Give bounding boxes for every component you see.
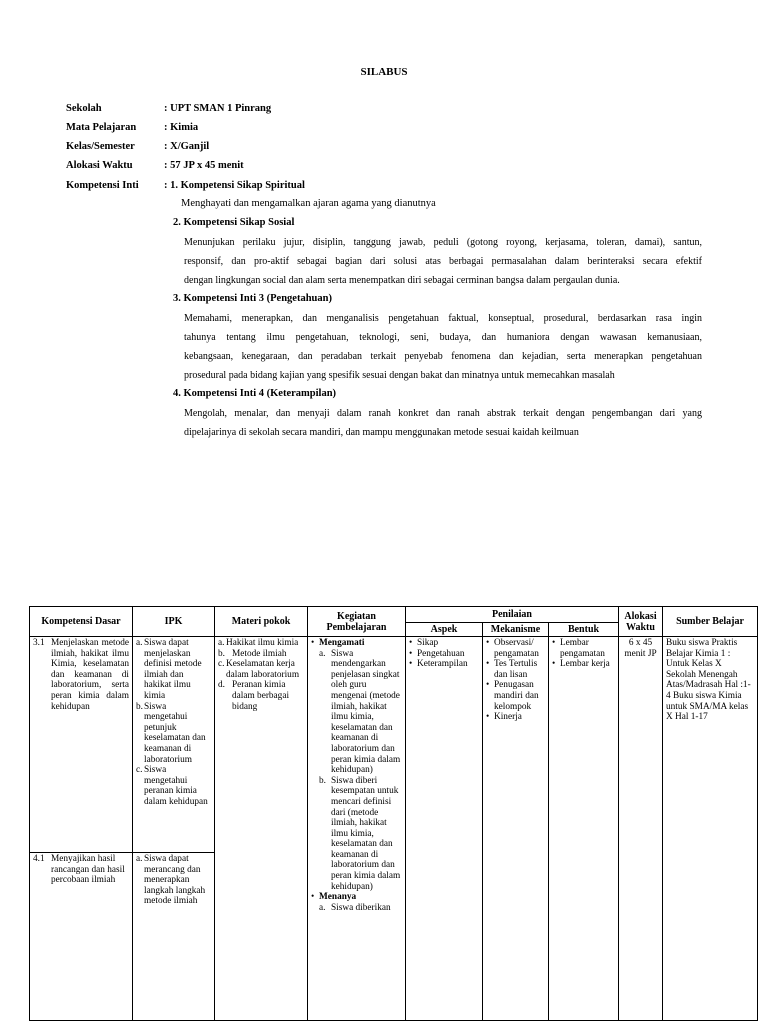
bullet-icon: • xyxy=(409,648,413,659)
ki4-heading: 4. Kompetensi Inti 4 (Keterampilan) xyxy=(173,388,337,399)
aspek-item: Sikap xyxy=(417,638,439,648)
info-value: : UPT SMAN 1 Pinrang xyxy=(164,103,272,114)
silabus-table xyxy=(29,606,758,1021)
bentuk-item: Lembar pengamatan xyxy=(560,638,605,659)
kegiatan-marker: b. xyxy=(319,775,326,786)
info-value: : Kimia xyxy=(164,122,199,133)
ki4-line: dipelajarinya di sekolah secara mandiri, dan mampu menggunakan metode sesuai kaidah keilmuan xyxy=(184,427,579,438)
bullet-icon: • xyxy=(409,638,413,648)
bullet-icon: • xyxy=(552,659,556,670)
bullet-icon: • xyxy=(311,892,315,903)
ki2-line: responsif, dan pro-aktif sebagai bagian dari solusi atas berbagai permasalahan dalam berinteraksi secara efektif xyxy=(184,256,702,267)
bullet-icon: • xyxy=(486,680,490,691)
materi-text: Peranan kimia dalam berbagai bidang xyxy=(232,680,290,712)
alokasi-cell: 6 x 45 menit JP xyxy=(619,637,663,1021)
materi-marker: c. xyxy=(218,659,225,670)
header-alokasi: Alokasi Waktu xyxy=(619,607,663,637)
header-kd: Kompetensi Dasar xyxy=(30,607,133,637)
bullet-icon: • xyxy=(486,712,490,723)
bullet-icon: • xyxy=(486,659,490,670)
kegiatan-content xyxy=(311,638,402,1016)
kegiatan-cell xyxy=(308,637,406,1021)
bentuk-item: Lembar kerja xyxy=(560,659,610,670)
header-sumber: Sumber Belajar xyxy=(663,607,758,637)
aspek-cell xyxy=(406,637,483,1021)
ipk-cell-2 xyxy=(133,853,215,1021)
ki3-paragraph xyxy=(184,309,702,385)
mekanisme-item: Penugasan mandiri dan kelompok xyxy=(494,680,539,712)
ki2-line: dengan lingkungan social dan alam serta menempatkan diri sebagai cerminan bangsa dalam pergaulan dunia. xyxy=(184,275,620,286)
header-ipk: IPK xyxy=(133,607,215,637)
sumber-cell: Buku siswa Praktis Belajar Kimia 1 : Untuk Kelas X Sekolah Menengah Atas/Madrasah Hal :1-4 Buku siswa Kimia untuk SMA/MA kelas X Hal 1-17 xyxy=(663,637,758,1021)
materi-marker: d. xyxy=(218,680,225,691)
mekanisme-item: Tes Tertulis dan lisan xyxy=(494,659,538,680)
ki2-paragraph xyxy=(184,233,702,290)
ki2-line: Menunjukan perilaku jujur, disiplin, tanggung jawab, peduli (gotong royong, kerjasama, toleran, damai), santun, xyxy=(184,237,702,248)
materi-text: Metode ilmiah xyxy=(232,648,287,659)
ipk-marker: a. xyxy=(136,638,143,648)
kegiatan-marker: a. xyxy=(319,648,326,659)
bullet-icon: • xyxy=(409,659,413,670)
kd-text: Menyajikan hasil rancangan dan hasil percobaan ilmiah xyxy=(51,854,125,886)
ipk-cell-1 xyxy=(133,637,215,853)
mekanisme-item: Kinerja xyxy=(494,712,522,723)
bentuk-cell xyxy=(549,637,619,1021)
header-aspek: Aspek xyxy=(406,623,483,637)
info-value: : 57 JP x 45 menit xyxy=(164,160,244,171)
ipk-text: Siswa dapat merancang dan menerapkan langkah langkah metode ilmiah xyxy=(144,854,206,907)
kegiatan-text: Siswa diberi kesempatan untuk mencari definisi dari (metode ilmiah, hakikat ilmu kimia, keselamatan dan keamanan di laboratorium dan peran kimia dalam kehidupan) xyxy=(331,775,401,892)
ipk-text: Siswa dapat menjelaskan definisi metode ilmiah dan hakikat ilmu kimia xyxy=(144,638,202,701)
materi-text: Hakikat ilmu kimia xyxy=(226,638,299,648)
ipk-text: Siswa mengetahui petunjuk keselamatan dan keamanan di laboratorium xyxy=(144,701,206,765)
ipk-marker: b. xyxy=(136,701,143,712)
header-kegiatan: Kegiatan Pembelajaran xyxy=(308,607,406,637)
ki4-paragraph xyxy=(184,404,702,442)
info-label: Kompetensi Inti xyxy=(66,180,139,191)
header-materi: Materi pokok xyxy=(215,607,308,637)
info-label: Sekolah xyxy=(66,103,102,114)
materi-marker: a. xyxy=(218,638,225,648)
bullet-icon: • xyxy=(311,638,315,648)
kegiatan-marker: a. xyxy=(319,902,326,913)
header-bentuk: Bentuk xyxy=(549,623,619,637)
ki3-heading: 3. Kompetensi Inti 3 (Pengetahuan) xyxy=(173,293,332,304)
info-label: Alokasi Waktu xyxy=(66,160,133,171)
kd-number: 3.1 xyxy=(33,638,45,648)
ki1-text: Menghayati dan mengamalkan ajaran agama yang dianutnya xyxy=(181,198,436,209)
header-mekanisme: Mekanisme xyxy=(483,623,549,637)
kegiatan-heading: Mengamati xyxy=(319,638,365,648)
kegiatan-heading: Menanya xyxy=(319,892,357,903)
info-label: Kelas/Semester xyxy=(66,141,135,152)
mekanisme-cell xyxy=(483,637,549,1021)
aspek-item: Pengetahuan xyxy=(417,648,465,659)
materi-marker: b. xyxy=(218,648,225,659)
kd-cell-1 xyxy=(30,637,133,853)
info-label: Mata Pelajaran xyxy=(66,122,137,133)
ki2-heading: 2. Kompetensi Sikap Sosial xyxy=(173,217,295,228)
ipk-marker: c. xyxy=(136,765,143,776)
ki4-line: Mengolah, menalar, dan menyaji dalam ranah konkret dan ranah abstrak terkait dengan pengembangan dari yang xyxy=(184,408,702,419)
materi-cell xyxy=(215,637,308,1021)
bullet-icon: • xyxy=(486,638,490,648)
kd-text: Menjelaskan metode ilmiah, hakikat ilmu Kimia, keselamatan dan keamanan di laboratorium, serta peran kimia dalam kehidupan xyxy=(51,638,129,712)
kd-cell-2 xyxy=(30,853,133,1021)
bullet-icon: • xyxy=(552,638,556,648)
aspek-item: Keterampilan xyxy=(417,659,468,670)
header-penilaian: Penilaian xyxy=(406,607,619,623)
ki3-line: kebangsaan, kenegaraan, dan peradaban terkait penyebab fenomena dan kejadian, serta menerapkan pengetahuan xyxy=(184,351,702,362)
ki3-line: Memahami, menerapkan, dan menganalisis pengetahuan faktual, konseptual, prosedural, berdasarkan rasa ingin xyxy=(184,313,702,324)
info-value: : 1. Kompetensi Sikap Spiritual xyxy=(164,180,305,191)
kegiatan-text: Siswa mendengarkan penjelasan singkat oleh guru mengenai (metode ilmiah, hakikat ilmu kimia, keselamatan dan keamanan di laboratorium dan peran kimia dalam kehidupan) xyxy=(331,648,401,776)
kd-number: 4.1 xyxy=(33,854,45,864)
info-value: : X/Ganjil xyxy=(164,141,210,152)
page-title: SILABUS xyxy=(360,66,408,78)
mekanisme-item: Observasi/ pengamatan xyxy=(494,638,539,659)
kegiatan-text: Siswa diberikan xyxy=(331,902,391,913)
ipk-text: Siswa mengetahui peranan kimia dalam kehidupan xyxy=(144,765,208,807)
ki3-line: tahunya tentang ilmu pengetahuan, teknologi, seni, budaya, dan humaniora dengan wawasan kemanusiaan, xyxy=(184,332,702,343)
ipk-marker: a. xyxy=(136,854,143,864)
materi-text: Keselamatan kerja dalam laboratorium xyxy=(226,659,300,680)
ki3-line: prosedural pada bidang kajian yang spesifik sesuai dengan bakat dan minatnya untuk memecahkan masalah xyxy=(184,370,615,381)
